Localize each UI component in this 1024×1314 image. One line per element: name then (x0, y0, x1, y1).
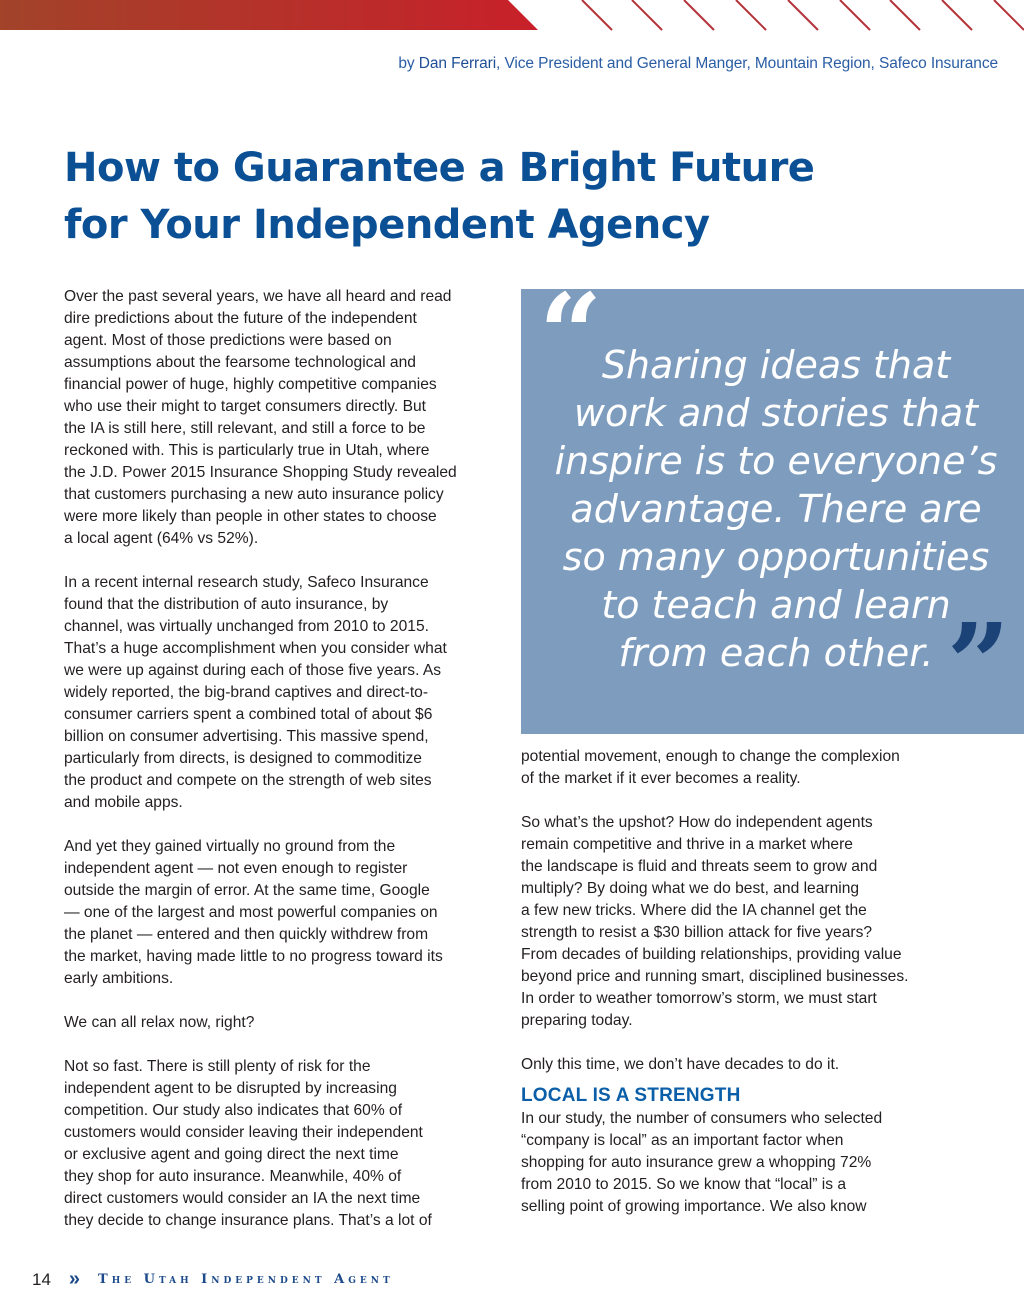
right-column (521, 746, 971, 1218)
text-line: That’s a huge accomplishment when you consider what (64, 640, 447, 657)
paragraph (64, 286, 504, 550)
text-line: competition. Our study also indicates that 60% of (64, 1102, 403, 1119)
text-line: customers would consider leaving their independent (64, 1124, 423, 1141)
pull-quote-line: work and stories that (573, 391, 979, 435)
pull-quote-line: advantage. There are (570, 487, 982, 531)
paragraph (521, 1108, 971, 1218)
headline-line-1: How to Guarantee a Bright Future (64, 145, 815, 191)
pull-quote-line: inspire is to everyone’s (554, 439, 998, 483)
byline (398, 55, 998, 73)
article-headline (64, 140, 864, 254)
text-line: We can all relax now, right? (64, 1014, 255, 1031)
text-line: a few new tricks. Where did the IA channel get the (521, 902, 867, 919)
paragraph-gap (521, 1032, 971, 1054)
byline-prefix: by (398, 55, 415, 72)
paragraph (521, 1054, 971, 1076)
byline-author: Dan Ferrari (418, 55, 497, 72)
headline-line-2: for Your Independent Agency (64, 202, 710, 248)
text-line: In our study, the number of consumers who selected (521, 1110, 883, 1127)
text-line: Over the past several years, we have all heard and read (64, 288, 452, 305)
text-line: of the market if it ever becomes a reality. (521, 770, 801, 787)
text-line: reckoned with. This is particularly true in Utah, where (64, 442, 430, 459)
text-line: strength to resist a $30 billion attack for five years? (521, 924, 873, 941)
text-line: preparing today. (521, 1012, 633, 1029)
paragraph (521, 746, 971, 790)
text-line: Not so fast. There is still plenty of risk for the (64, 1058, 371, 1075)
double-chevron-icon: » (68, 1268, 81, 1290)
text-line: we were up against during each of those five years. As (64, 662, 442, 679)
pull-quote-line: from each other. (618, 631, 934, 675)
text-line: potential movement, enough to change the complexion (521, 748, 900, 765)
text-line: they shop for auto insurance. Meanwhile, 40% of (64, 1168, 402, 1185)
text-line: independent agent to be disrupted by increasing (64, 1080, 397, 1097)
section-heading: LOCAL IS A STRENGTH (521, 1085, 741, 1106)
text-line: In a recent internal research study, Safeco Insurance (64, 574, 429, 591)
paragraph (64, 1056, 504, 1232)
text-line: who use their might to target consumers directly. But (64, 398, 426, 415)
paragraph-gap (64, 990, 504, 1012)
text-line: agent. Most of those predictions were based on (64, 332, 392, 349)
text-line: that customers purchasing a new auto insurance policy (64, 486, 444, 503)
text-line: they decide to change insurance plans. That’s a lot of (64, 1212, 432, 1229)
text-line: particularly from directs, is designed to commoditize (64, 750, 422, 767)
text-line: Only this time, we don’t have decades to do it. (521, 1056, 840, 1073)
text-line: or exclusive agent and going direct the next time (64, 1146, 399, 1163)
text-line: consumer carriers spent a combined total of about $6 (64, 706, 433, 723)
text-line: So what’s the upshot? How do independent agents (521, 814, 873, 831)
text-line: channel, was virtually unchanged from 2010 to 2015. (64, 618, 429, 635)
text-line: financial power of huge, highly competitive companies (64, 376, 437, 393)
text-line: the market, having made little to no progress toward its (64, 948, 443, 965)
left-column (64, 286, 504, 1232)
text-line: and mobile apps. (64, 794, 183, 811)
text-line: a local agent (64% vs 52%). (64, 530, 259, 547)
pull-quote-line: Sharing ideas that (601, 343, 951, 387)
open-quote-mark: “ (539, 269, 603, 398)
text-line: from 2010 to 2015. So we know that “local” is a (521, 1176, 847, 1193)
text-line: And yet they gained virtually no ground from the (64, 838, 396, 855)
magazine-name: The Utah Independent Agent (98, 1272, 394, 1287)
paragraph-gap (64, 814, 504, 836)
text-line: — one of the largest and most powerful companies on (64, 904, 438, 921)
pull-quote-box (521, 269, 1024, 734)
text-line: billion on consumer advertising. This massive spend, (64, 728, 429, 745)
text-line: In order to weather tomorrow’s storm, we must start (521, 990, 877, 1007)
top-decorative-bar (0, 0, 1024, 30)
text-line: multiply? By doing what we do best, and learning (521, 880, 860, 897)
page-number: 14 (32, 1269, 51, 1289)
pull-quote-line: so many opportunities (562, 535, 990, 579)
paragraph (521, 812, 971, 1032)
text-line: early ambitions. (64, 970, 174, 987)
text-line: the landscape is fluid and threats seem to grow and (521, 858, 878, 875)
text-line: the IA is still here, still relevant, and still a force to be (64, 420, 426, 437)
pull-quote-line: to teach and learn (601, 583, 951, 627)
text-line: outside the margin of error. At the same time, Google (64, 882, 430, 899)
paragraph (64, 572, 504, 814)
paragraph-gap (64, 1034, 504, 1056)
paragraph (64, 836, 504, 990)
text-line: remain competitive and thrive in a market where (521, 836, 853, 853)
text-line: selling point of growing importance. We also know (521, 1198, 867, 1215)
text-line: were more likely than people in other states to choose (64, 508, 437, 525)
text-line: the product and compete on the strength of web sites (64, 772, 432, 789)
text-line: independent agent — not even enough to register (64, 860, 408, 877)
text-line: beyond price and running smart, disciplined businesses. (521, 968, 909, 985)
paragraph-gap (64, 550, 504, 572)
paragraph-gap (521, 790, 971, 812)
text-line: shopping for auto insurance grew a whopping 72% (521, 1154, 872, 1171)
text-line: direct customers would consider an IA the next time (64, 1190, 421, 1207)
text-line: “company is local” as an important factor when (521, 1132, 844, 1149)
text-line: the planet — entered and then quickly withdrew from (64, 926, 429, 943)
text-line: assumptions about the fearsome technological and (64, 354, 416, 371)
paragraph (64, 1012, 504, 1034)
byline-role: , Vice President and General Manger, Mountain Region, Safeco Insurance (496, 55, 998, 72)
page-footer (32, 1268, 394, 1291)
text-line: found that the distribution of auto insurance, by (64, 596, 389, 613)
text-line: widely reported, the big-brand captives and direct-to- (64, 684, 429, 701)
text-line: dire predictions about the future of the independent (64, 310, 417, 327)
text-line: From decades of building relationships, providing value (521, 946, 902, 963)
text-line: the J.D. Power 2015 Insurance Shopping Study revealed (64, 464, 457, 481)
close-quote-mark: ” (946, 599, 1010, 728)
